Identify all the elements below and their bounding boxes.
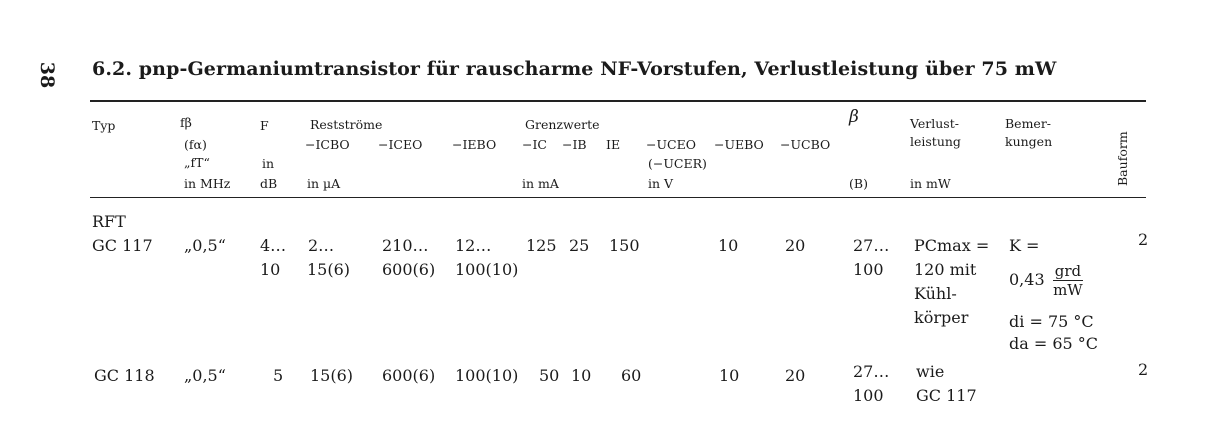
- header-icbo: −ICBO: [305, 137, 350, 152]
- row1-verlust-3: Kühl-: [914, 284, 957, 303]
- row2-verlust-2: GC 117: [916, 386, 977, 405]
- row1-bem-k-unit-denominator: mW: [1053, 281, 1083, 299]
- row1-beta-1: 27…: [853, 236, 890, 255]
- header-fb-1: fβ: [180, 115, 192, 130]
- row1-f-2: 10: [260, 260, 281, 279]
- header-rule: [90, 197, 1146, 198]
- header-ib: −IB: [562, 137, 587, 152]
- row1-beta-2: 100: [853, 260, 884, 279]
- header-bauform: Bauform: [1115, 131, 1130, 186]
- header-beta-b: (B): [849, 176, 868, 191]
- row1-verlust-4: körper: [914, 308, 969, 327]
- row2-ib: 10: [571, 366, 592, 385]
- row1-icbo-2: 15(6): [307, 260, 351, 279]
- row1-bem-k-unit-fraction: [1053, 262, 1083, 299]
- row1-bem-di: di = 75 °C: [1009, 312, 1094, 331]
- header-bemerkungen-1: Bemer-: [1005, 116, 1052, 131]
- row1-uceo: 10: [718, 236, 739, 255]
- header-ic: −IC: [522, 137, 547, 152]
- header-f-2: in: [262, 156, 275, 171]
- header-ie: IE: [606, 137, 621, 152]
- header-verlust-1: Verlust-: [910, 116, 959, 131]
- row2-ie: 60: [621, 366, 642, 385]
- row1-typ: GC 117: [92, 236, 153, 255]
- header-bemerkungen-2: kungen: [1005, 134, 1053, 149]
- header-uceo: −UCEO: [646, 137, 696, 152]
- row2-ft: „0,5“: [184, 366, 226, 385]
- row2-beta-1: 27…: [853, 362, 890, 381]
- row1-ic: 125: [526, 236, 557, 255]
- page-number: 38: [36, 61, 59, 89]
- table-top-rule: [90, 100, 1146, 102]
- row1-ucbo: 20: [785, 236, 806, 255]
- row2-f: 5: [273, 366, 284, 385]
- row1-bauform: 2: [1138, 230, 1149, 249]
- row1-bem-k-value: [1009, 262, 1083, 299]
- row2-bauform: 2: [1138, 360, 1149, 379]
- row1-bem-k: K =: [1009, 236, 1040, 255]
- row1-verlust-1: PCmax =: [914, 236, 990, 255]
- header-grenzwerte: Grenzwerte: [525, 117, 600, 132]
- header-grenz-unit-ma: in mA: [522, 176, 559, 191]
- row2-iceo: 600(6): [382, 366, 436, 385]
- row1-ib: 25: [569, 236, 590, 255]
- header-iceo: −ICEO: [378, 137, 423, 152]
- row1-ie: 150: [609, 236, 640, 255]
- header-fb-2: (fα): [184, 137, 207, 152]
- header-fb-3: „fT“: [184, 155, 210, 170]
- header-iebo: −IEBO: [452, 137, 497, 152]
- row1-iebo-1: 12…: [455, 236, 492, 255]
- row1-ft: „0,5“: [184, 236, 226, 255]
- row1-iceo-2: 600(6): [382, 260, 436, 279]
- row2-verlust-1: wie: [916, 362, 945, 381]
- header-f-1: F: [260, 118, 269, 133]
- row2-icbo: 15(6): [310, 366, 354, 385]
- row2-ic: 50: [539, 366, 560, 385]
- header-typ: Typ: [92, 118, 116, 133]
- row1-iceo-1: 210…: [382, 236, 429, 255]
- row1-icbo-1: 2…: [308, 236, 335, 255]
- row1-bem-da: da = 65 °C: [1009, 334, 1099, 353]
- header-beta: β: [849, 107, 859, 127]
- row2-beta-2: 100: [853, 386, 884, 405]
- row2-typ: GC 118: [94, 366, 155, 385]
- header-ucer: (−UCER): [648, 156, 707, 171]
- header-verlust-3: in mW: [910, 176, 951, 191]
- row1-iebo-2: 100(10): [455, 260, 519, 279]
- header-verlust-2: leistung: [910, 134, 961, 149]
- header-ucbo: −UCBO: [780, 137, 831, 152]
- row1-bem-k-number: 0,43: [1009, 270, 1045, 289]
- manufacturer: RFT: [92, 212, 126, 231]
- header-rest-unit: in µA: [307, 176, 341, 191]
- row1-f-1: 4…: [260, 236, 287, 255]
- header-reststroeme: Restströme: [310, 117, 383, 132]
- row2-iebo: 100(10): [455, 366, 519, 385]
- header-f-3: dB: [260, 176, 278, 191]
- header-grenz-unit-v: in V: [648, 176, 674, 191]
- row1-verlust-2: 120 mit: [914, 260, 977, 279]
- header-fb-4: in MHz: [184, 176, 231, 191]
- header-uebo: −UEBO: [714, 137, 764, 152]
- row2-uceo: 10: [719, 366, 740, 385]
- row1-bem-k-unit-numerator: grd: [1054, 262, 1082, 280]
- row2-ucbo: 20: [785, 366, 806, 385]
- page-title: 6.2. pnp-Germaniumtransistor für rauscharme NF-Vorstufen, Verlustleistung über 75 mW: [92, 58, 1057, 80]
